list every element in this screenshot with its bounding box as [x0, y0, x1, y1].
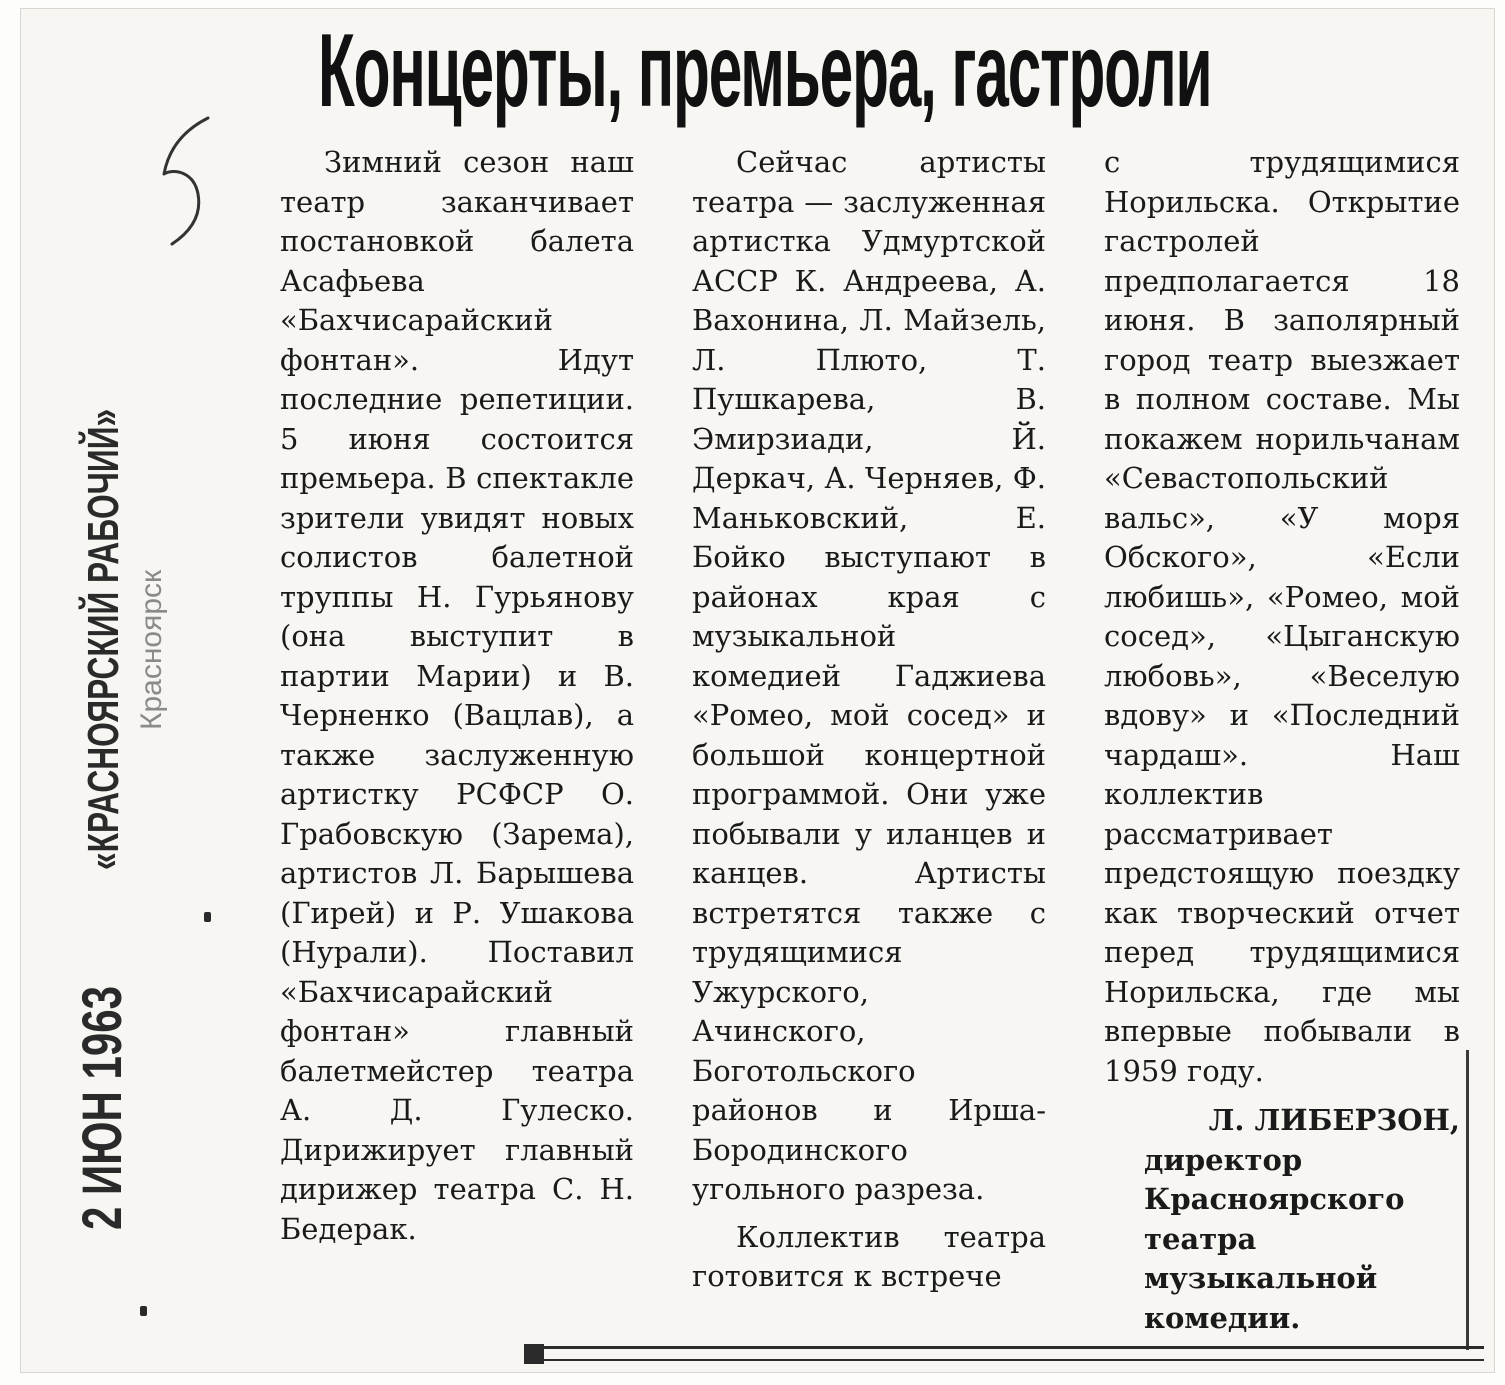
stamp-dot [140, 1306, 147, 1316]
article-column-3 [1104, 143, 1460, 1338]
article-paragraph: Коллектив театра готовится к встрече [692, 1219, 1046, 1293]
stamp-newspaper-name: «КРАСНОЯРСКИЙ РАБОЧИЙ» [79, 408, 128, 870]
stamp-dot [204, 912, 211, 922]
article-headline: Концерты, премьера, гастроли [318, 13, 1212, 129]
article-column-1 [280, 143, 634, 1249]
article-paragraph: Зимний сезон наш театр заканчивает постановкой балета Асафьева «Бахчисарайский фонтан». Идут последние репетиции. 5 июня состоится премьера. В спектакле зрители увидят новых солистов балетной труппы Н. Гурьянову (она выступит в партии Марии) и В. Черненко (Вацлав), а также заслуженную артистку РСФСР О. Грабовскую (Зарема), артистов Л. Барышева (Гирей) и Р. Ушакова (Нурали). Поставил «Бахчисарайский фонтан» главный балетмейстер театра А. Д. Гулеско. Дирижирует главный дирижер театра С. Н. Бедерак. [280, 145, 634, 1246]
article-paragraph: Сейчас артисты театра — заслуженная артистка Удмуртской АССР К. Андреева, А. Вахонина, Л. Майзель, Л. Плюто, Т. Пушкарева, В. Эмирзиади, Й. Деркач, А. Черняев, Ф. Маньковский, Е. Бойко выступают в районах края с музыкальной комедией Гаджиева «Ромео, мой сосед» и большой концертной программой. Они уже побывали у иланцев и канцев. Артисты встретятся также с трудящимися Ужурского, Ачинского, Боготольского районов и Ирша-Бородинского угольного разреза. [692, 145, 1046, 1206]
rule-end-block [524, 1344, 544, 1364]
column-rule [1466, 1050, 1469, 1350]
author-title: директор Красноярского театра музыкальной комедии. [1144, 1142, 1405, 1335]
stamp-date: 2 ИЮН 1963 [70, 986, 133, 1230]
bottom-rule [524, 1346, 1484, 1361]
handwritten-number-mark [150, 112, 220, 252]
article-signature [1104, 1101, 1460, 1338]
article-column-2 [692, 143, 1046, 1297]
author-name: Л. ЛИБЕРЗОН, [1208, 1103, 1460, 1137]
stamp-city: Красноярск [135, 569, 168, 730]
article-paragraph: с трудящимися Норильска. Открытие гастролей предполагается 18 июня. В заполярный город театр выезжает в полном составе. Мы покажем норильчанам «Севастопольский вальс», «У моря Обского», «Если любишь», «Ромео, мой сосед», «Цыганскую любовь», «Веселую вдову» и «Последний чардаш». Наш коллектив рассматривает предстоящую поездку как творческий отчет перед трудящимися Норильска, где мы впервые побывали в 1959 году. [1104, 145, 1460, 1088]
